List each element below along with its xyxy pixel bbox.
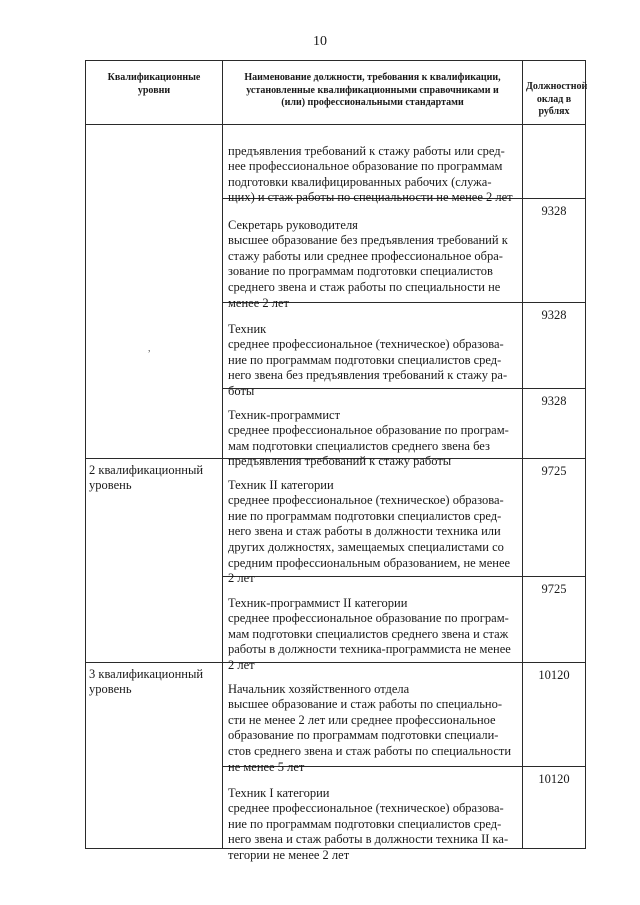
table-row xyxy=(223,459,586,586)
position-requirements: высшее образование без предъявления требований к стажу работы или среднее профессиональное обра- зование по программам подготовки специалистов среднего звена и стаж работы по специальности не менее 2 лет xyxy=(228,233,508,310)
position-requirements: среднее профессиональное образование по програм- мам подготовки специалистов среднего звена и стаж работы в должности техника-программиста не менее 2 лет xyxy=(228,611,511,672)
scan-speck: , xyxy=(148,343,151,354)
salary-cell: 9328 xyxy=(523,303,586,389)
position-title: Начальник хозяйственного отдела xyxy=(228,681,410,696)
position-cell xyxy=(223,303,523,398)
level-cell: 3 квалификационный уровень xyxy=(86,663,223,849)
position-title: Техник I категории xyxy=(228,785,330,800)
position-cell xyxy=(223,663,523,774)
position-requirements: среднее профессиональное (техническое) образова- ние по программам подготовки специалистов сред- него звена без предъявления требований к стажу ра- боты xyxy=(228,337,508,398)
table-row xyxy=(223,303,586,398)
salary-cell: 10120 xyxy=(523,767,586,849)
level-group xyxy=(86,663,586,862)
position-title: Секретарь руководителя xyxy=(228,217,358,232)
position-title: Техник-программист II категории xyxy=(228,595,408,610)
position-title: Техник xyxy=(228,321,267,336)
salary-cell: 9725 xyxy=(523,459,586,577)
position-requirements: среднее профессиональное (техническое) образова- ние по программам подготовки специалистов сред- него звена и стаж работы в должности техника II ка- тегории не менее 2 лет xyxy=(228,801,509,862)
position-title: Техник-программист xyxy=(228,407,341,422)
position-cell xyxy=(223,125,523,205)
table-row xyxy=(223,663,586,774)
table-header xyxy=(86,61,586,125)
level-group xyxy=(86,459,586,672)
position-cell xyxy=(223,459,523,586)
table-row xyxy=(223,767,586,862)
position-cell xyxy=(223,199,523,310)
table-row xyxy=(223,125,586,205)
salary-cell: 9725 xyxy=(523,577,586,663)
salary-cell: 10120 xyxy=(523,663,586,767)
position-requirements: среднее профессиональное (техническое) образова- ние по программам подготовки специалистов сред- него звена и стаж работы в должности техника или других должностях, замещаемых специалистами со средним профессиональным образованием, не менее 2 лет xyxy=(228,493,511,586)
level-cell: 2 квалификационный уровень xyxy=(86,459,223,663)
page-number: 10 xyxy=(313,34,327,49)
level-group xyxy=(86,125,586,469)
position-cell xyxy=(223,577,523,672)
position-requirements: предъявления требований к стажу работы или сред- нее профессиональное образование по программам подготовки квалифицированных рабочих (служа- щих) и стаж работы по специальности не менее 2 лет xyxy=(228,143,513,205)
table-row xyxy=(223,577,586,672)
position-cell xyxy=(223,767,523,862)
position-requirements: высшее образование и стаж работы по специально- сти не менее 2 лет или среднее профессиональное образование по программам подготовки специали- стов среднего звена и стаж работы по специальности не менее 5 лет xyxy=(228,697,512,774)
header-position: Наименование должности, требования к квалификации, установленные квалификационными справочниками и (или) профессиональными стандартами xyxy=(223,61,523,125)
position-cell xyxy=(223,389,523,469)
header-salary: Должностной оклад в рублях xyxy=(523,61,586,125)
position-requirements: среднее профессиональное образование по програм- мам подготовки специалистов среднего звена без предъявления требований к стажу работы xyxy=(228,423,509,469)
qualification-table xyxy=(85,60,588,862)
header-level: Квалификационные уровни xyxy=(86,61,223,125)
table-row xyxy=(223,389,586,469)
position-title: Техник II категории xyxy=(228,477,334,492)
salary-cell: 9328 xyxy=(523,199,586,303)
level-cell xyxy=(86,125,223,459)
table-row xyxy=(223,199,586,310)
salary-cell xyxy=(523,125,586,199)
salary-cell: 9328 xyxy=(523,389,586,459)
